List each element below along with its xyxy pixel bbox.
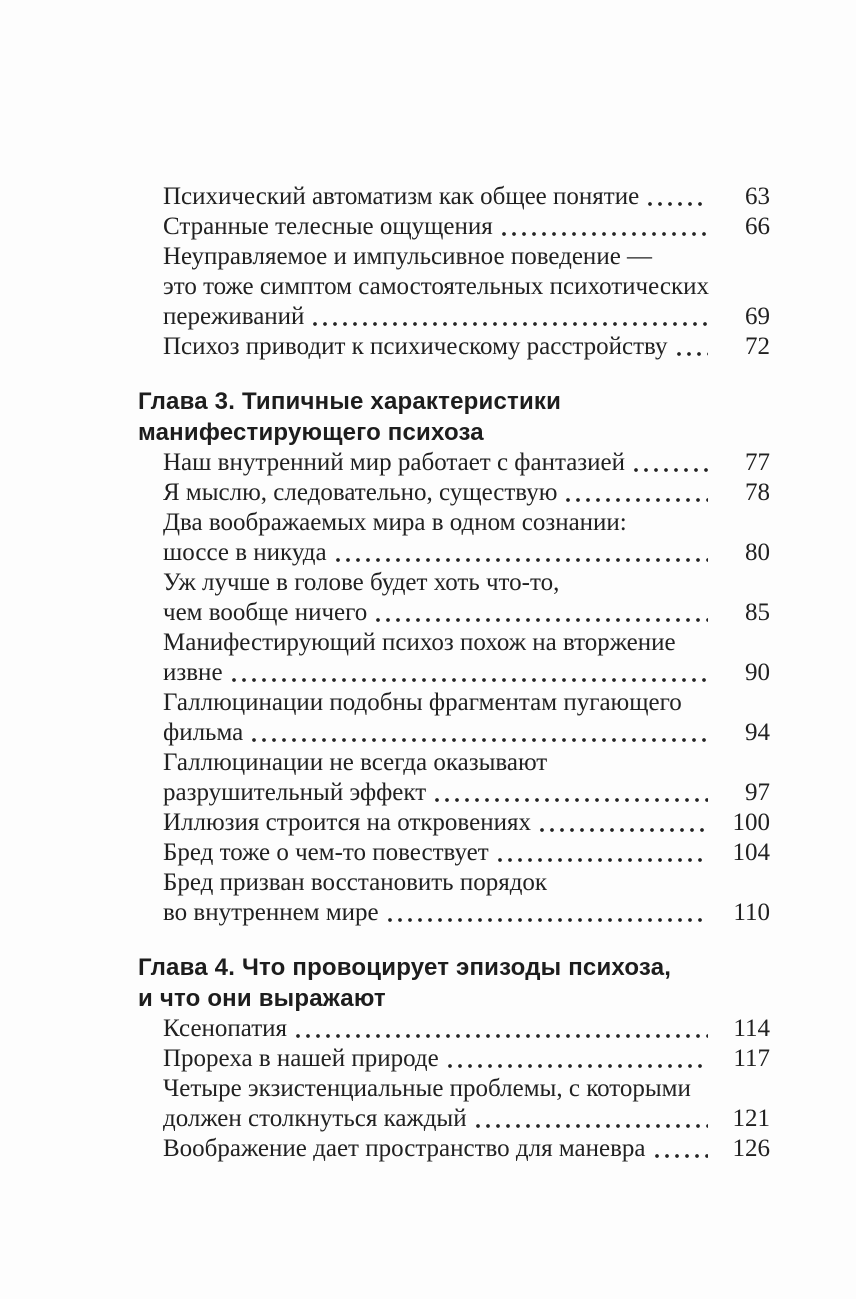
toc-page-number: 117 <box>733 1045 770 1072</box>
toc-entry-line <box>138 598 770 628</box>
toc-page-number: 104 <box>732 839 770 866</box>
toc-entry-line <box>138 182 770 212</box>
chapter-heading-line: Глава 3. Типичные характеристики <box>138 388 562 415</box>
toc-entry-text: Воображение дает пространство для маневра <box>163 1135 646 1162</box>
toc-entry-text: Иллюзия строится на откровениях <box>163 809 531 836</box>
dot-leader <box>249 718 708 748</box>
toc-entry-line <box>138 748 770 778</box>
dot-leader <box>499 212 708 242</box>
toc-entry-text: Галлюцинации не всегда оказывают <box>163 749 548 776</box>
chapter-heading-line: и что они выражают <box>138 985 386 1012</box>
dot-leader <box>333 538 708 568</box>
toc-entry-line <box>138 1074 770 1104</box>
toc-page-number: 72 <box>745 333 770 360</box>
chapter-heading-line: манифестирующего психоза <box>138 419 484 446</box>
toc-entry-line <box>138 212 770 242</box>
dot-leader <box>645 182 708 212</box>
toc-entry-line <box>138 1104 770 1134</box>
dot-leader <box>473 1104 708 1134</box>
toc-page-number: 110 <box>733 899 770 926</box>
toc-entry-text: Четыре экзистенциальные проблемы, с которыми <box>163 1075 691 1102</box>
toc-entry-line <box>138 658 770 688</box>
toc-entry-line <box>138 778 770 808</box>
toc-entry-text: во внутреннем мире <box>163 899 379 926</box>
toc-entry-text: Психоз приводит к психическому расстройству <box>163 333 668 360</box>
toc-page-number: 97 <box>745 779 770 806</box>
toc-entry-text: Я мыслю, следовательно, существую <box>163 479 558 506</box>
toc-page-number: 114 <box>733 1015 770 1042</box>
toc-entry-line <box>138 242 770 272</box>
dot-leader <box>445 1044 708 1074</box>
toc-entry-text: Манифестирующий психоз похож на вторжение <box>163 629 676 656</box>
dot-leader <box>229 658 708 688</box>
toc-entry-text: извне <box>163 659 223 686</box>
dot-leader <box>537 808 708 838</box>
dot-leader <box>293 1014 708 1044</box>
toc-entry-text: шоссе в никуда <box>163 539 327 566</box>
toc-entry-line <box>138 1014 770 1044</box>
toc-page-number: 94 <box>745 719 770 746</box>
toc-section <box>138 952 770 1164</box>
toc-entry-text: Галлюцинации подобны фрагментам пугающего <box>163 689 682 716</box>
toc-entry-line <box>138 898 770 928</box>
dot-leader <box>385 898 708 928</box>
toc-page-number: 66 <box>745 213 770 240</box>
toc-entry-line <box>138 478 770 508</box>
toc-entry-line <box>138 628 770 658</box>
toc-page-number: 69 <box>745 303 770 330</box>
toc-page-number: 77 <box>745 449 770 476</box>
toc-page-number: 80 <box>745 539 770 566</box>
toc-entry-line <box>138 508 770 538</box>
toc-entry-line <box>138 718 770 748</box>
toc-page-number: 63 <box>745 183 770 210</box>
toc-entry-text: разрушительный эффект <box>163 779 427 806</box>
dot-leader <box>674 332 708 362</box>
toc-entry-text: Прореха в нашей природе <box>163 1045 439 1072</box>
chapter-heading <box>138 386 770 448</box>
toc-entry-text: Психический автоматизм как общее понятие <box>163 183 640 210</box>
dot-leader <box>310 302 708 332</box>
toc-entry-line <box>138 538 770 568</box>
toc-entry-text: Ксенопатия <box>163 1015 288 1042</box>
toc-entry-text: чем вообще ничего <box>163 599 368 626</box>
dot-leader <box>373 598 708 628</box>
toc-page-number: 90 <box>745 659 770 686</box>
toc-sections <box>138 182 770 1164</box>
dot-leader <box>563 478 708 508</box>
toc-entry-text: Странные телесные ощущения <box>163 213 493 240</box>
toc-entry-text: Два воображаемых мира в одном сознании: <box>163 509 627 536</box>
toc-entry-text: Неуправляемое и импульсивное поведение — <box>163 243 653 270</box>
dot-leader <box>631 448 708 478</box>
toc-page-number: 85 <box>745 599 770 626</box>
toc-entry-line <box>138 868 770 898</box>
dot-leader <box>495 838 708 868</box>
toc-entry-text: Бред тоже о чем-то повествует <box>163 839 489 866</box>
toc-entry-line <box>138 448 770 478</box>
toc-entry-text: Наш внутренний мир работает с фантазией <box>163 449 626 476</box>
toc-entry-text: это тоже симптом самостоятельных психотических <box>163 273 709 300</box>
toc-section <box>138 386 770 928</box>
dot-leader <box>652 1134 709 1164</box>
toc-entry-line <box>138 808 770 838</box>
toc-page-number: 126 <box>732 1135 770 1162</box>
toc-entry-text: должен столкнуться каждый <box>163 1105 467 1132</box>
toc-entry-line <box>138 838 770 868</box>
toc-entry-text: Уж лучше в голове будет хоть что-то, <box>163 569 560 596</box>
toc-entry-line <box>138 332 770 362</box>
toc-page-number: 121 <box>732 1105 770 1132</box>
toc-entry-line <box>138 688 770 718</box>
toc-entry-text: фильма <box>163 719 244 746</box>
toc-entry-line <box>138 1044 770 1074</box>
chapter-heading <box>138 952 770 1014</box>
toc-page-number: 100 <box>732 809 770 836</box>
toc-entry-line <box>138 302 770 332</box>
toc-entry-text: переживаний <box>163 303 305 330</box>
chapter-heading-line: Глава 4. Что провоцирует эпизоды психоза, <box>138 954 672 981</box>
toc-entry-line <box>138 1134 770 1164</box>
toc-entry-line <box>138 568 770 598</box>
dot-leader <box>432 778 708 808</box>
toc-entry-line <box>138 272 770 302</box>
toc-section <box>138 182 770 362</box>
toc-entry-text: Бред призван восстановить порядок <box>163 869 548 896</box>
toc-page-number: 78 <box>745 479 770 506</box>
